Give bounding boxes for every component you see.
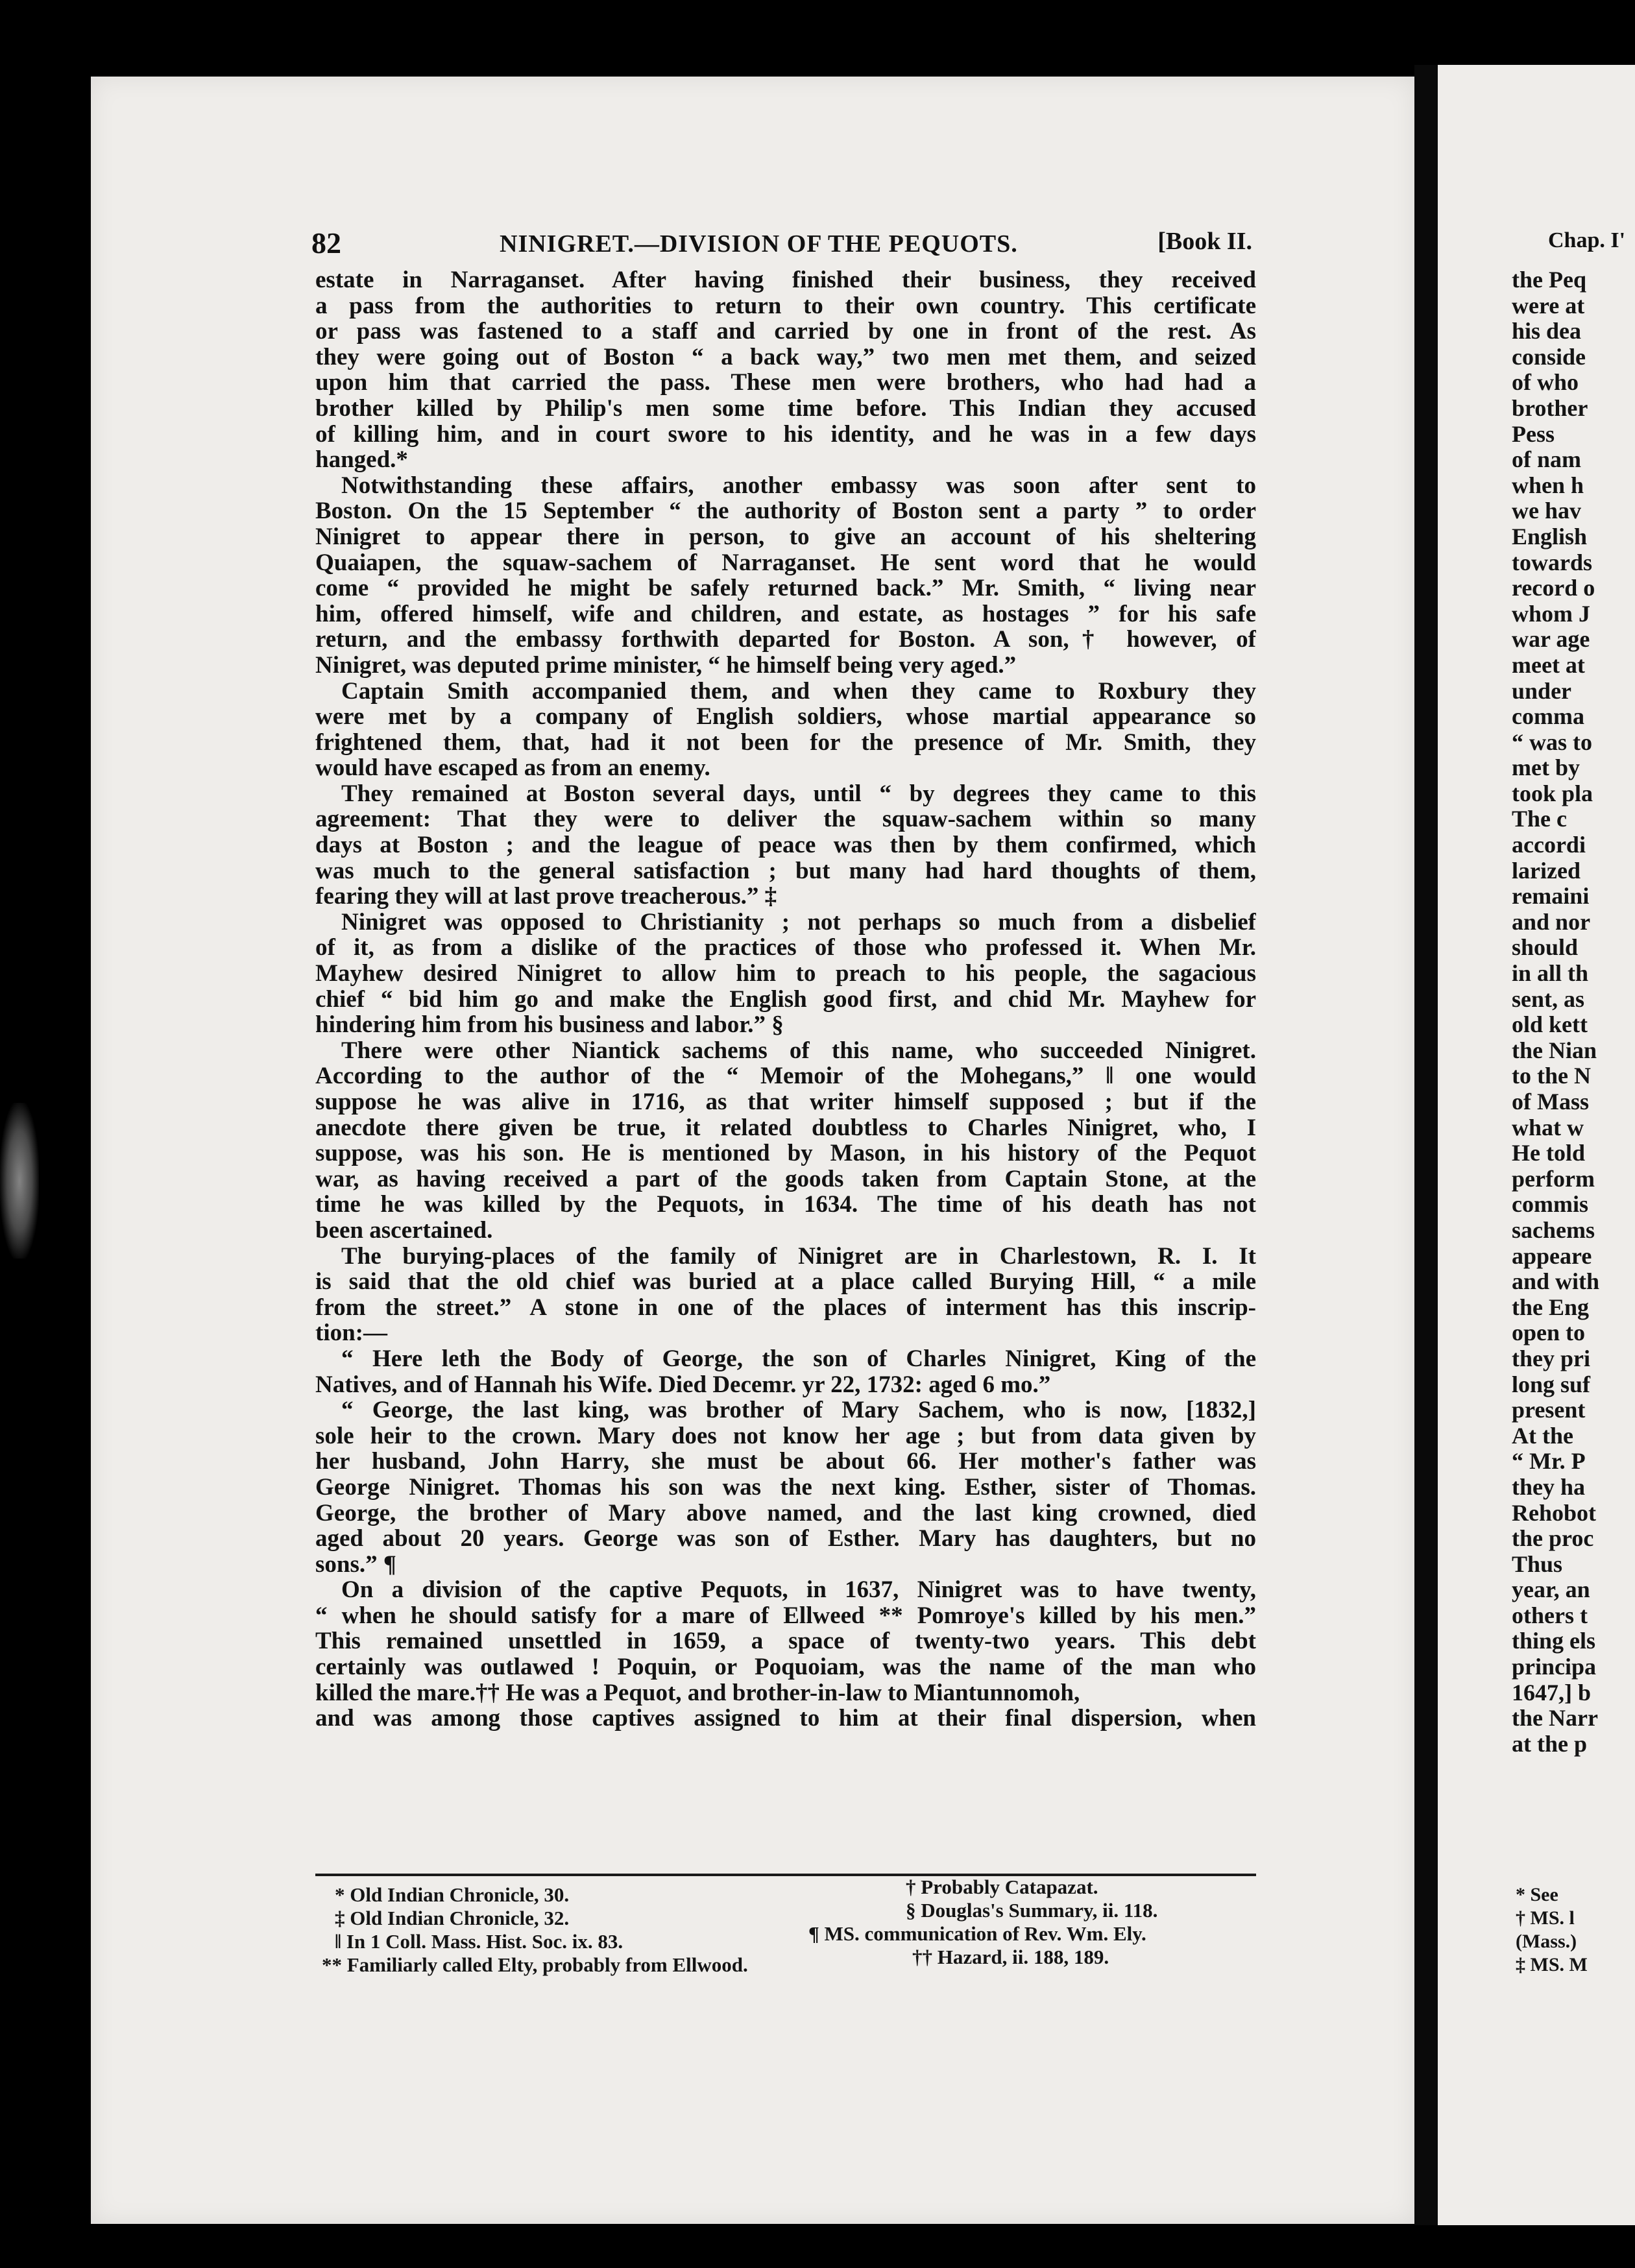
text-line: estate in Narraganset. After having finished their business, they received xyxy=(315,267,1256,293)
text-line: aged about 20 years. George was son of Esther. Mary has daughters, but no xyxy=(315,1526,1256,1552)
text-line: of it, as from a dislike of the practices of those who professed it. When Mr. xyxy=(315,935,1256,961)
right-page-line: accordi xyxy=(1512,832,1586,858)
text-line: upon him that carried the pass. These men were brothers, who had had a xyxy=(315,370,1256,396)
right-page-line: others t xyxy=(1512,1602,1588,1628)
right-page-line: Thus xyxy=(1512,1550,1563,1577)
right-page-line: conside xyxy=(1512,343,1586,370)
right-page-line: we hav xyxy=(1512,498,1581,524)
text-line: “ Here leth the Body of George, the son of Charles Ninigret, King of the xyxy=(341,1345,1256,1372)
text-line: hindering him from his business and labor.” § xyxy=(315,1012,784,1038)
right-page-line: in all th xyxy=(1512,960,1589,987)
right-page-line: took pla xyxy=(1512,780,1593,806)
right-page-line: long suf xyxy=(1512,1371,1591,1397)
text-line: of killing him, and in court swore to his identity, and he was in a few days xyxy=(315,421,1256,448)
right-page-line: brother xyxy=(1512,394,1588,421)
right-page-line: He told xyxy=(1512,1140,1585,1166)
text-line: They remained at Boston several days, until “ by degrees they came to this xyxy=(341,780,1256,807)
right-page-line: comma xyxy=(1512,703,1584,730)
right-page-line: English xyxy=(1512,523,1588,549)
footnote: † Probably Catapazat. xyxy=(906,1876,1098,1898)
text-line: Ninigret to appear there in person, to give an account of his sheltering xyxy=(315,524,1256,550)
text-line: Ninigret was opposed to Christianity ; not perhaps so much from a disbelief xyxy=(341,909,1256,935)
text-line: Boston. On the 15 September “ the authority of Boston sent a party ” to order xyxy=(315,498,1256,524)
right-page-line: under xyxy=(1512,677,1572,704)
right-page-text xyxy=(1512,267,1635,1757)
text-line: agreement: That they were to deliver the squaw-sachem within so many xyxy=(315,806,1256,833)
page-number: 82 xyxy=(311,226,341,259)
right-page-footnotes xyxy=(1516,1883,1635,1977)
right-page-line: At the xyxy=(1512,1422,1573,1449)
right-page-line: Pess xyxy=(1512,420,1555,447)
right-page-line: towards xyxy=(1512,549,1592,575)
right-page-line: “ Mr. P xyxy=(1512,1448,1586,1475)
book-gutter xyxy=(1414,65,1438,2225)
right-page-line: 1647,] b xyxy=(1512,1679,1592,1706)
footnote: ‡ Old Indian Chronicle, 32. xyxy=(335,1907,570,1929)
text-line: been ascertained. xyxy=(315,1217,493,1244)
text-line: was much to the general satisfaction ; but many had hard thoughts of them, xyxy=(315,858,1256,884)
footnotes xyxy=(322,1876,1256,2010)
text-line: or pass was fastened to a staff and carried by one in front of the rest. As xyxy=(315,319,1256,344)
right-page-line: commis xyxy=(1512,1191,1588,1218)
right-page-footnote: * See xyxy=(1516,1884,1558,1905)
right-page-header: Chap. I' xyxy=(1548,228,1626,252)
right-page-line: they ha xyxy=(1512,1473,1586,1500)
text-line: hanged.* xyxy=(315,447,408,473)
text-line: time he was killed by the Pequots, in 1634. The time of his death has not xyxy=(315,1192,1256,1218)
text-line: sole heir to the crown. Mary does not know her age ; but from data given by xyxy=(315,1423,1256,1449)
right-page-line: sachems xyxy=(1512,1216,1595,1243)
text-line: George Ninigret. Thomas his son was the next king. Esther, sister of Thomas. xyxy=(315,1474,1256,1501)
text-line: There were other Niantick sachems of this name, who succeeded Ninigret. xyxy=(341,1037,1256,1064)
right-page-line: sent, as xyxy=(1512,985,1585,1012)
text-line: anecdote there given be true, it related doubtless to Charles Ninigret, who, I xyxy=(315,1115,1256,1141)
text-line: Ninigret, was deputed prime minister, “ he himself being very aged.” xyxy=(315,652,1017,679)
right-page-line: they pri xyxy=(1512,1345,1590,1371)
right-page-line: “ was to xyxy=(1512,729,1592,755)
text-line: certainly was outlawed ! Poquin, or Poquoiam, was the name of the man who xyxy=(315,1654,1256,1680)
right-page-line: larized xyxy=(1512,857,1580,884)
right-page-line: present xyxy=(1512,1397,1586,1423)
text-line: suppose he was alive in 1716, as that writer himself supposed ; but if the xyxy=(315,1089,1256,1115)
text-line: brother killed by Philip's men some time before. This Indian they accused xyxy=(315,395,1256,422)
text-line: her husband, John Harry, she must be about 66. Her mother's father was xyxy=(315,1449,1256,1475)
text-line: “ George, the last king, was brother of Mary Sachem, who is now, [1832,] xyxy=(341,1397,1256,1423)
footnote: § Douglas's Summary, ii. 118. xyxy=(906,1899,1158,1922)
edge-stain xyxy=(0,1103,39,1259)
text-line: killed the mare.†† He was a Pequot, and brother-in-law to Miantunnomoh, xyxy=(315,1680,1080,1706)
running-head: NINIGRET.—DIVISION OF THE PEQUOTS. xyxy=(500,230,1018,258)
right-page-line: what w xyxy=(1512,1114,1584,1140)
text-line: they were going out of Boston “ a back way,” two men met them, and seized xyxy=(315,344,1256,370)
text-line: war, as having received a part of the goods taken from Captain Stone, at the xyxy=(315,1166,1256,1192)
text-line: Notwithstanding these affairs, another embassy was soon after sent to xyxy=(341,472,1256,499)
right-page-line: year, an xyxy=(1512,1576,1590,1603)
text-line: Captain Smith accompanied them, and when they came to Roxbury they xyxy=(341,678,1256,705)
body-text xyxy=(315,267,1256,1731)
right-page-line: of who xyxy=(1512,369,1579,396)
text-line: The burying-places of the family of Ninigret are in Charlestown, R. I. It xyxy=(341,1243,1256,1270)
right-page-line: The c xyxy=(1512,806,1567,832)
right-page-footnote: ‡ MS. M xyxy=(1516,1954,1588,1975)
right-page-line: appeare xyxy=(1512,1242,1592,1269)
right-page-line: record o xyxy=(1512,575,1595,601)
text-line: chief “ bid him go and make the English good first, and chid Mr. Mayhew for xyxy=(315,986,1256,1013)
text-line: This remained unsettled in 1659, a space of twenty-two years. This debt xyxy=(315,1628,1256,1655)
right-page-line: meet at xyxy=(1512,651,1585,678)
right-page-line: war age xyxy=(1512,626,1590,653)
right-page-line: open to xyxy=(1512,1320,1586,1346)
right-page-line: met by xyxy=(1512,754,1580,781)
text-line: him, offered himself, wife and children, and estate, as hostages ” for his safe xyxy=(315,601,1256,627)
right-page-line: and nor xyxy=(1512,908,1591,935)
text-line: Mayhew desired Ninigret to allow him to preach to his people, the sagacious xyxy=(315,961,1256,987)
right-page-footnote: † MS. l xyxy=(1516,1907,1575,1929)
text-line: According to the author of the “ Memoir of the Mohegans,” ‖ one would xyxy=(315,1063,1256,1089)
book-label: [Book II. xyxy=(1157,228,1252,255)
footnote: ¶ MS. communication of Rev. Wm. Ely. xyxy=(808,1922,1146,1945)
right-page-line: the proc xyxy=(1512,1525,1594,1552)
right-page-line: the Nian xyxy=(1512,1037,1597,1063)
footnote: ** Familiarly called Elty, probably from Ellwood. xyxy=(322,1953,748,1976)
text-line: a pass from the authorities to return to their own country. This certificate xyxy=(315,293,1256,319)
right-page-line: of Mass xyxy=(1512,1089,1589,1115)
right-page-line: to the N xyxy=(1512,1063,1591,1089)
text-line: “ when he should satisfy for a mare of Ellweed ** Pomroye's killed by his men.” xyxy=(315,1602,1256,1629)
footnote: * Old Indian Chronicle, 30. xyxy=(335,1883,570,1906)
right-page-line: principa xyxy=(1512,1654,1597,1680)
text-line: would have escaped as from an enemy. xyxy=(315,755,710,781)
footnote: †† Hazard, ii. 188, 189. xyxy=(912,1946,1109,1968)
footnote: ‖ In 1 Coll. Mass. Hist. Soc. ix. 83. xyxy=(335,1930,624,1953)
right-page-line: the Eng xyxy=(1512,1294,1590,1320)
text-line: return, and the embassy forthwith departed for Boston. A son,† however, of xyxy=(315,627,1256,653)
right-page-line: when h xyxy=(1512,472,1584,498)
text-line: come “ provided he might be safely returned back.” Mr. Smith, “ living near xyxy=(315,575,1256,601)
right-page-line: whom J xyxy=(1512,600,1591,627)
right-page-line: remaini xyxy=(1512,883,1590,910)
text-line: Quaiapen, the squaw-sachem of Narraganset. He sent word that he would xyxy=(315,549,1256,576)
text-line: were met by a company of English soldiers, whose martial appearance so xyxy=(315,704,1256,730)
page-header xyxy=(311,226,1252,271)
text-line: Natives, and of Hannah his Wife. Died Decemr. yr 22, 1732: aged 6 mo.” xyxy=(315,1371,1051,1398)
text-line: from the street.” A stone in one of the places of interment has this inscrip- xyxy=(315,1294,1256,1321)
text-line: sons.” ¶ xyxy=(315,1551,396,1578)
footnote-rule xyxy=(315,1874,1256,1876)
right-page-line: his dea xyxy=(1512,318,1582,344)
text-line: George, the brother of Mary above named, and the last king crowned, died xyxy=(315,1500,1256,1526)
text-line: fearing they will at last prove treacherous.” ‡ xyxy=(315,884,777,910)
text-line: is said that the old chief was buried at a place called Burying Hill, “ a mile xyxy=(315,1269,1256,1295)
text-line: suppose, was his son. He is mentioned by Mason, in his history of the Pequot xyxy=(315,1140,1256,1166)
right-page-line: at the p xyxy=(1512,1730,1587,1757)
text-line: and was among those captives assigned to him at their final dispersion, when xyxy=(315,1706,1256,1731)
right-page-line: the Peq xyxy=(1512,267,1586,293)
right-page-line: should xyxy=(1512,934,1579,961)
right-page-line: Rehobot xyxy=(1512,1499,1597,1526)
right-page-line: perform xyxy=(1512,1165,1595,1192)
right-page-line: old kett xyxy=(1512,1011,1588,1038)
text-line: tion:— xyxy=(315,1320,387,1346)
text-line: frightened them, that, had it not been for the presence of Mr. Smith, they xyxy=(315,729,1256,756)
right-page-footnote: (Mass.) xyxy=(1516,1931,1577,1952)
text-line: On a division of the captive Pequots, in 1637, Ninigret was to have twenty, xyxy=(341,1577,1256,1603)
right-page-line: of nam xyxy=(1512,446,1581,473)
right-page-line: and with xyxy=(1512,1268,1600,1295)
right-page-line: the Narr xyxy=(1512,1705,1598,1731)
text-line: days at Boston ; and the league of peace was then by them confirmed, which xyxy=(315,832,1256,858)
right-page-line: were at xyxy=(1512,292,1585,319)
right-page-line: thing els xyxy=(1512,1628,1596,1654)
